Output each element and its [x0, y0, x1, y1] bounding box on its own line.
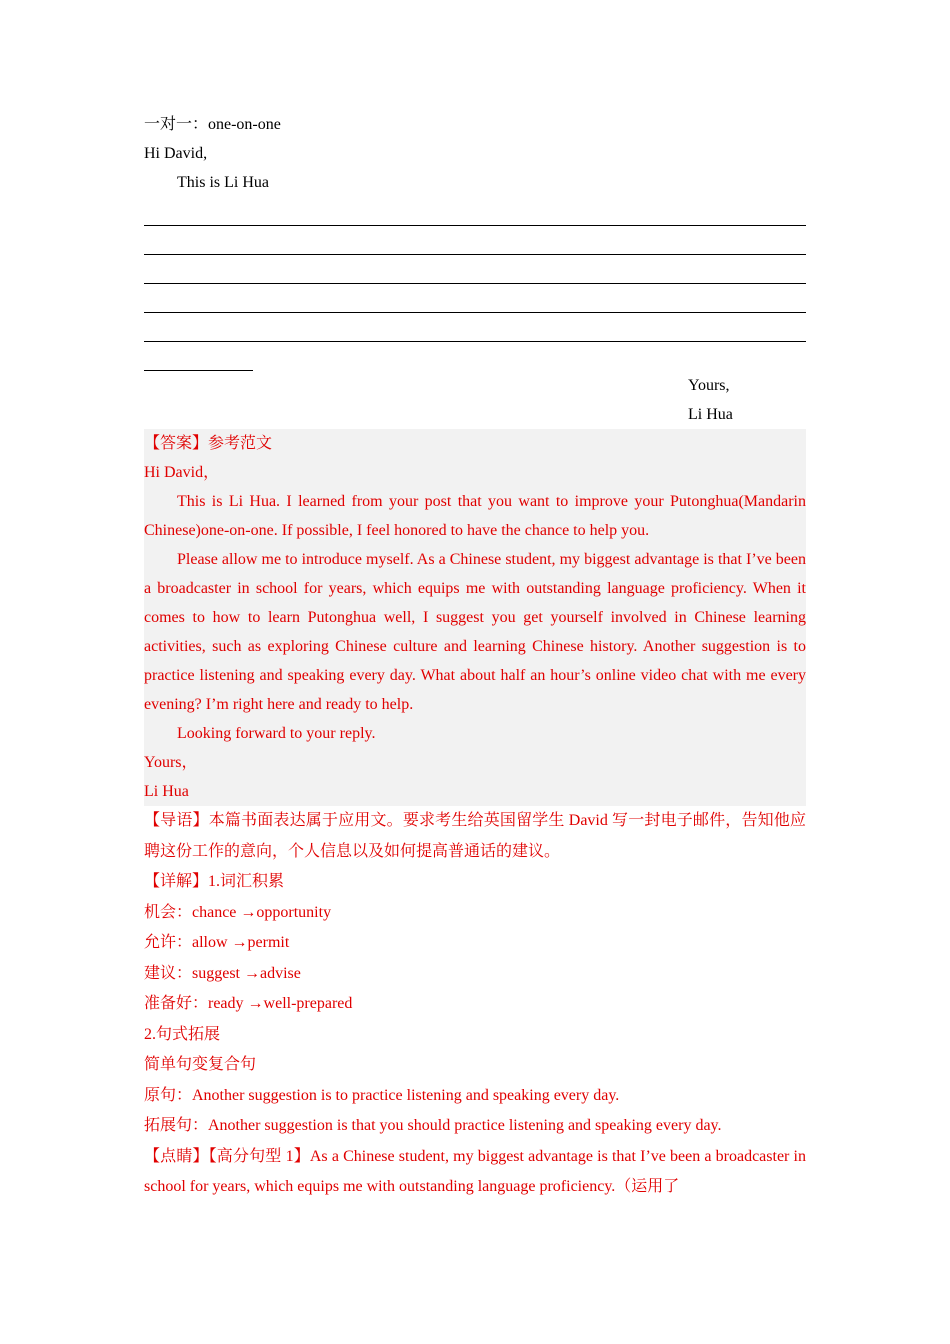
expanded-sentence: 拓展句：Another suggestion is that you should practice listening and speaking every day.: [144, 1117, 722, 1134]
vocab-note: 一对一：one-on-one: [144, 116, 281, 133]
document-page: [144, 110, 806, 1203]
writing-blank-line-short[interactable]: [144, 342, 253, 371]
guide-text: 【导语】本篇书面表达属于应用文。要求考生给英国留学生 David 写一封电子邮件，告知他应聘这份工作的意向，个人信息以及如何提高普通话的建议。: [144, 812, 806, 860]
vocab-item: 机会：chance →opportunity: [144, 903, 332, 921]
answer-greeting: Hi David，: [144, 464, 220, 481]
detail-label: 【详解】1.词汇积累: [144, 873, 285, 890]
answer-closing: Yours，: [144, 754, 198, 771]
section-2-subtitle: 简单句变复合句: [144, 1056, 257, 1073]
writing-blank-line[interactable]: [144, 255, 806, 284]
letter-signature: Li Hua: [688, 406, 733, 423]
answer-paragraph-3: Looking forward to your reply.: [177, 725, 376, 742]
answer-block: [144, 429, 806, 806]
answer-paragraph-1: This is Li Hua. I learned from your post that you want to improve your Putonghua(Mandarin Chinese)one-on-one. If possible, I feel honored to have the chance to help you.: [144, 493, 806, 539]
writing-blank-line[interactable]: [144, 313, 806, 342]
vocab-item: 建议：suggest →advise: [144, 964, 301, 982]
letter-intro: This is Li Hua: [177, 174, 269, 191]
writing-blank-line[interactable]: [144, 226, 806, 255]
vocab-item: 准备好：ready →well-prepared: [144, 995, 353, 1012]
writing-blank-line[interactable]: [144, 197, 806, 226]
writing-blank-line[interactable]: [144, 284, 806, 313]
letter-closing: Yours,: [688, 377, 730, 394]
vocab-item: 允许：allow →permit: [144, 934, 290, 951]
answer-paragraph-2: Please allow me to introduce myself. As a Chinese student, my biggest advantage is that I’ve been a broadcaster in school for years, which equips me with outstanding language proficiency. When it comes to how to learn Putonghua well, I suggest you get yourself involved in Chinese learning activities, such as exploring Chinese culture and learning Chinese history. Another suggestion is to practice listening and speaking every day. What about half an hour’s online video chat with me every evening? I’m right here and ready to help.: [144, 551, 806, 713]
answer-signature: Li Hua: [144, 783, 189, 800]
section-2-title: 2.句式拓展: [144, 1025, 221, 1043]
highlight-text: 【点睛】【高分句型 1】As a Chinese student, my biggest advantage is that I’ve been a broadcaster in school for years, which equips me with outstanding language proficiency.（运用了: [144, 1147, 806, 1195]
answer-label: 【答案】参考范文: [144, 435, 273, 452]
original-sentence: 原句：Another suggestion is to practice listening and speaking every day.: [144, 1086, 620, 1104]
letter-greeting: Hi David,: [144, 145, 208, 162]
